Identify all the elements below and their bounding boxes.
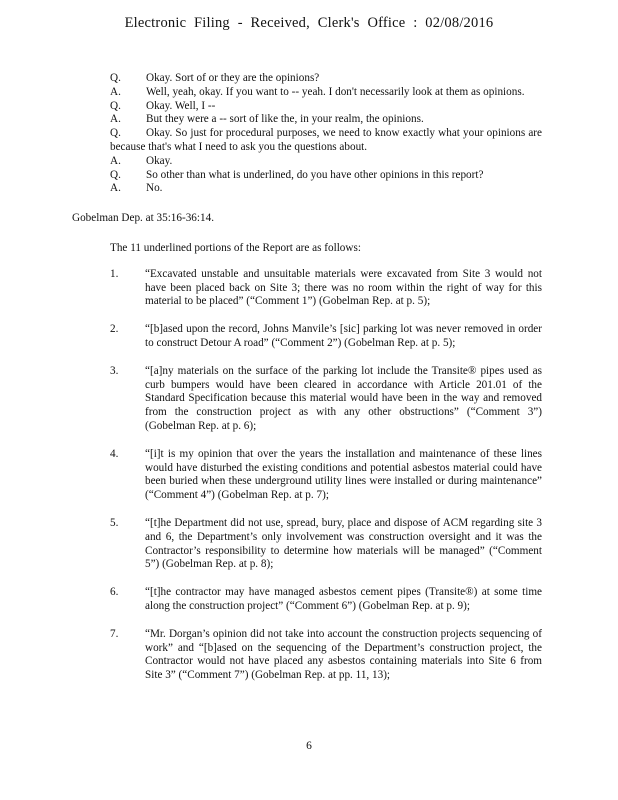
speaker-label: Q. bbox=[110, 168, 121, 181]
transcript-line bbox=[110, 113, 542, 127]
list-item bbox=[110, 628, 542, 683]
speaker-label: Q. bbox=[110, 72, 121, 84]
transcript-text: Okay. Sort of or they are the opinions? bbox=[146, 72, 320, 84]
speaker-label: A. bbox=[110, 182, 121, 195]
item-number: 3. bbox=[110, 364, 119, 377]
transcript-line bbox=[110, 169, 542, 183]
item-text: “[t]he Department did not use, spread, bury, place and dispose of ACM regarding site 3 and 6, the Department’s only involvement was construction oversight and it was the Contractor’s responsibility to determine how materials will be managed” (“Comment 5”) (Gobelman Rep. at p. 8); bbox=[145, 516, 542, 571]
transcript-line bbox=[110, 127, 542, 155]
transcript-text: No. bbox=[146, 182, 163, 195]
item-text: “Excavated unstable and unsuitable materials were excavated from Site 3 would not have been placed back on Site 3; there was no room within the right of way for this material to be placed” (“Comment 1”) (Gobelman Rep. at p. 5); bbox=[145, 267, 542, 308]
item-number: 7. bbox=[110, 627, 119, 640]
speaker-label: A. bbox=[110, 154, 121, 167]
transcript-line bbox=[110, 155, 542, 169]
item-text: “[b]ased upon the record, Johns Manvile’s [sic] parking lot was never removed in order to construct Detour A road” (“Comment 2”) (Gobelman Rep. at p. 5); bbox=[145, 323, 542, 349]
transcript-text: So other than what is underlined, do you have other opinions in this report? bbox=[146, 168, 484, 181]
deposition-transcript bbox=[110, 72, 542, 196]
list-item bbox=[110, 586, 542, 614]
speaker-label: Q. bbox=[110, 127, 121, 140]
item-number: 1. bbox=[110, 267, 119, 280]
speaker-label: A. bbox=[110, 113, 121, 126]
item-text: “[i]t is my opinion that over the years the installation and maintenance of these lines would have disturbed the existing conditions and potential asbestos material could have been buried when these underground utility lines were installed or during maintenance” (“Comment 4”) (Gobelman Rep. at p. 7); bbox=[145, 447, 542, 502]
item-text: “[t]he contractor may have managed asbestos cement pipes (Transite®) at some time along the construction project” (“Comment 6”) (Gobelman Rep. at p. 9); bbox=[145, 586, 542, 612]
transcript-text: Okay. Well, I -- bbox=[146, 99, 216, 112]
transcript-line bbox=[110, 100, 542, 114]
intro-paragraph: The 11 underlined portions of the Report are as follows: bbox=[110, 241, 361, 254]
document-body bbox=[0, 72, 618, 697]
item-text: “[a]ny materials on the surface of the parking lot include the Transite® pipes used as curb bumpers would have been cleared in accordance with Article 201.01 of the Standard Specification because this material would have been in the way and removed from the construction project as with any other obstructions” (“Comment 3”) (Gobelman Rep. at p. 6); bbox=[145, 364, 542, 432]
transcript-text: Okay. So just for procedural purposes, we need to know exactly what your opinions are because that's what I need to ask you the questions about. bbox=[110, 127, 542, 153]
transcript-line bbox=[110, 72, 542, 86]
deposition-citation: Gobelman Dep. at 35:16-36:14. bbox=[72, 212, 214, 225]
speaker-label: A. bbox=[110, 85, 121, 98]
list-item bbox=[110, 365, 542, 434]
speaker-label: Q. bbox=[110, 99, 121, 112]
transcript-line bbox=[110, 86, 542, 100]
item-number: 4. bbox=[110, 447, 119, 460]
page-number: 6 bbox=[306, 740, 312, 752]
list-item bbox=[110, 323, 542, 351]
transcript-text: Well, yeah, okay. If you want to -- yeah. I don't necessarily look at them as opinions. bbox=[146, 85, 525, 98]
list-item bbox=[110, 448, 542, 503]
list-item bbox=[110, 517, 542, 572]
transcript-text: But they were a -- sort of like the, in your realm, the opinions. bbox=[146, 113, 424, 126]
transcript-text: Okay. bbox=[146, 154, 173, 167]
underlined-portions-list bbox=[0, 268, 618, 683]
filing-header: Electronic Filing - Received, Clerk's Office : 02/08/2016 bbox=[124, 15, 494, 31]
transcript-line bbox=[110, 182, 542, 196]
item-number: 6. bbox=[110, 586, 119, 599]
list-item bbox=[110, 268, 542, 309]
item-number: 5. bbox=[110, 516, 119, 529]
item-number: 2. bbox=[110, 323, 119, 336]
item-text: “Mr. Dorgan’s opinion did not take into account the construction projects sequencing of work” and “[b]ased on the sequencing of the Department’s construction project, the Contractor would not have placed any asbestos containing materials into Site 6 from Site 3” (“Comment 7”) (Gobelman Rep. at pp. 11, 13); bbox=[145, 627, 542, 682]
